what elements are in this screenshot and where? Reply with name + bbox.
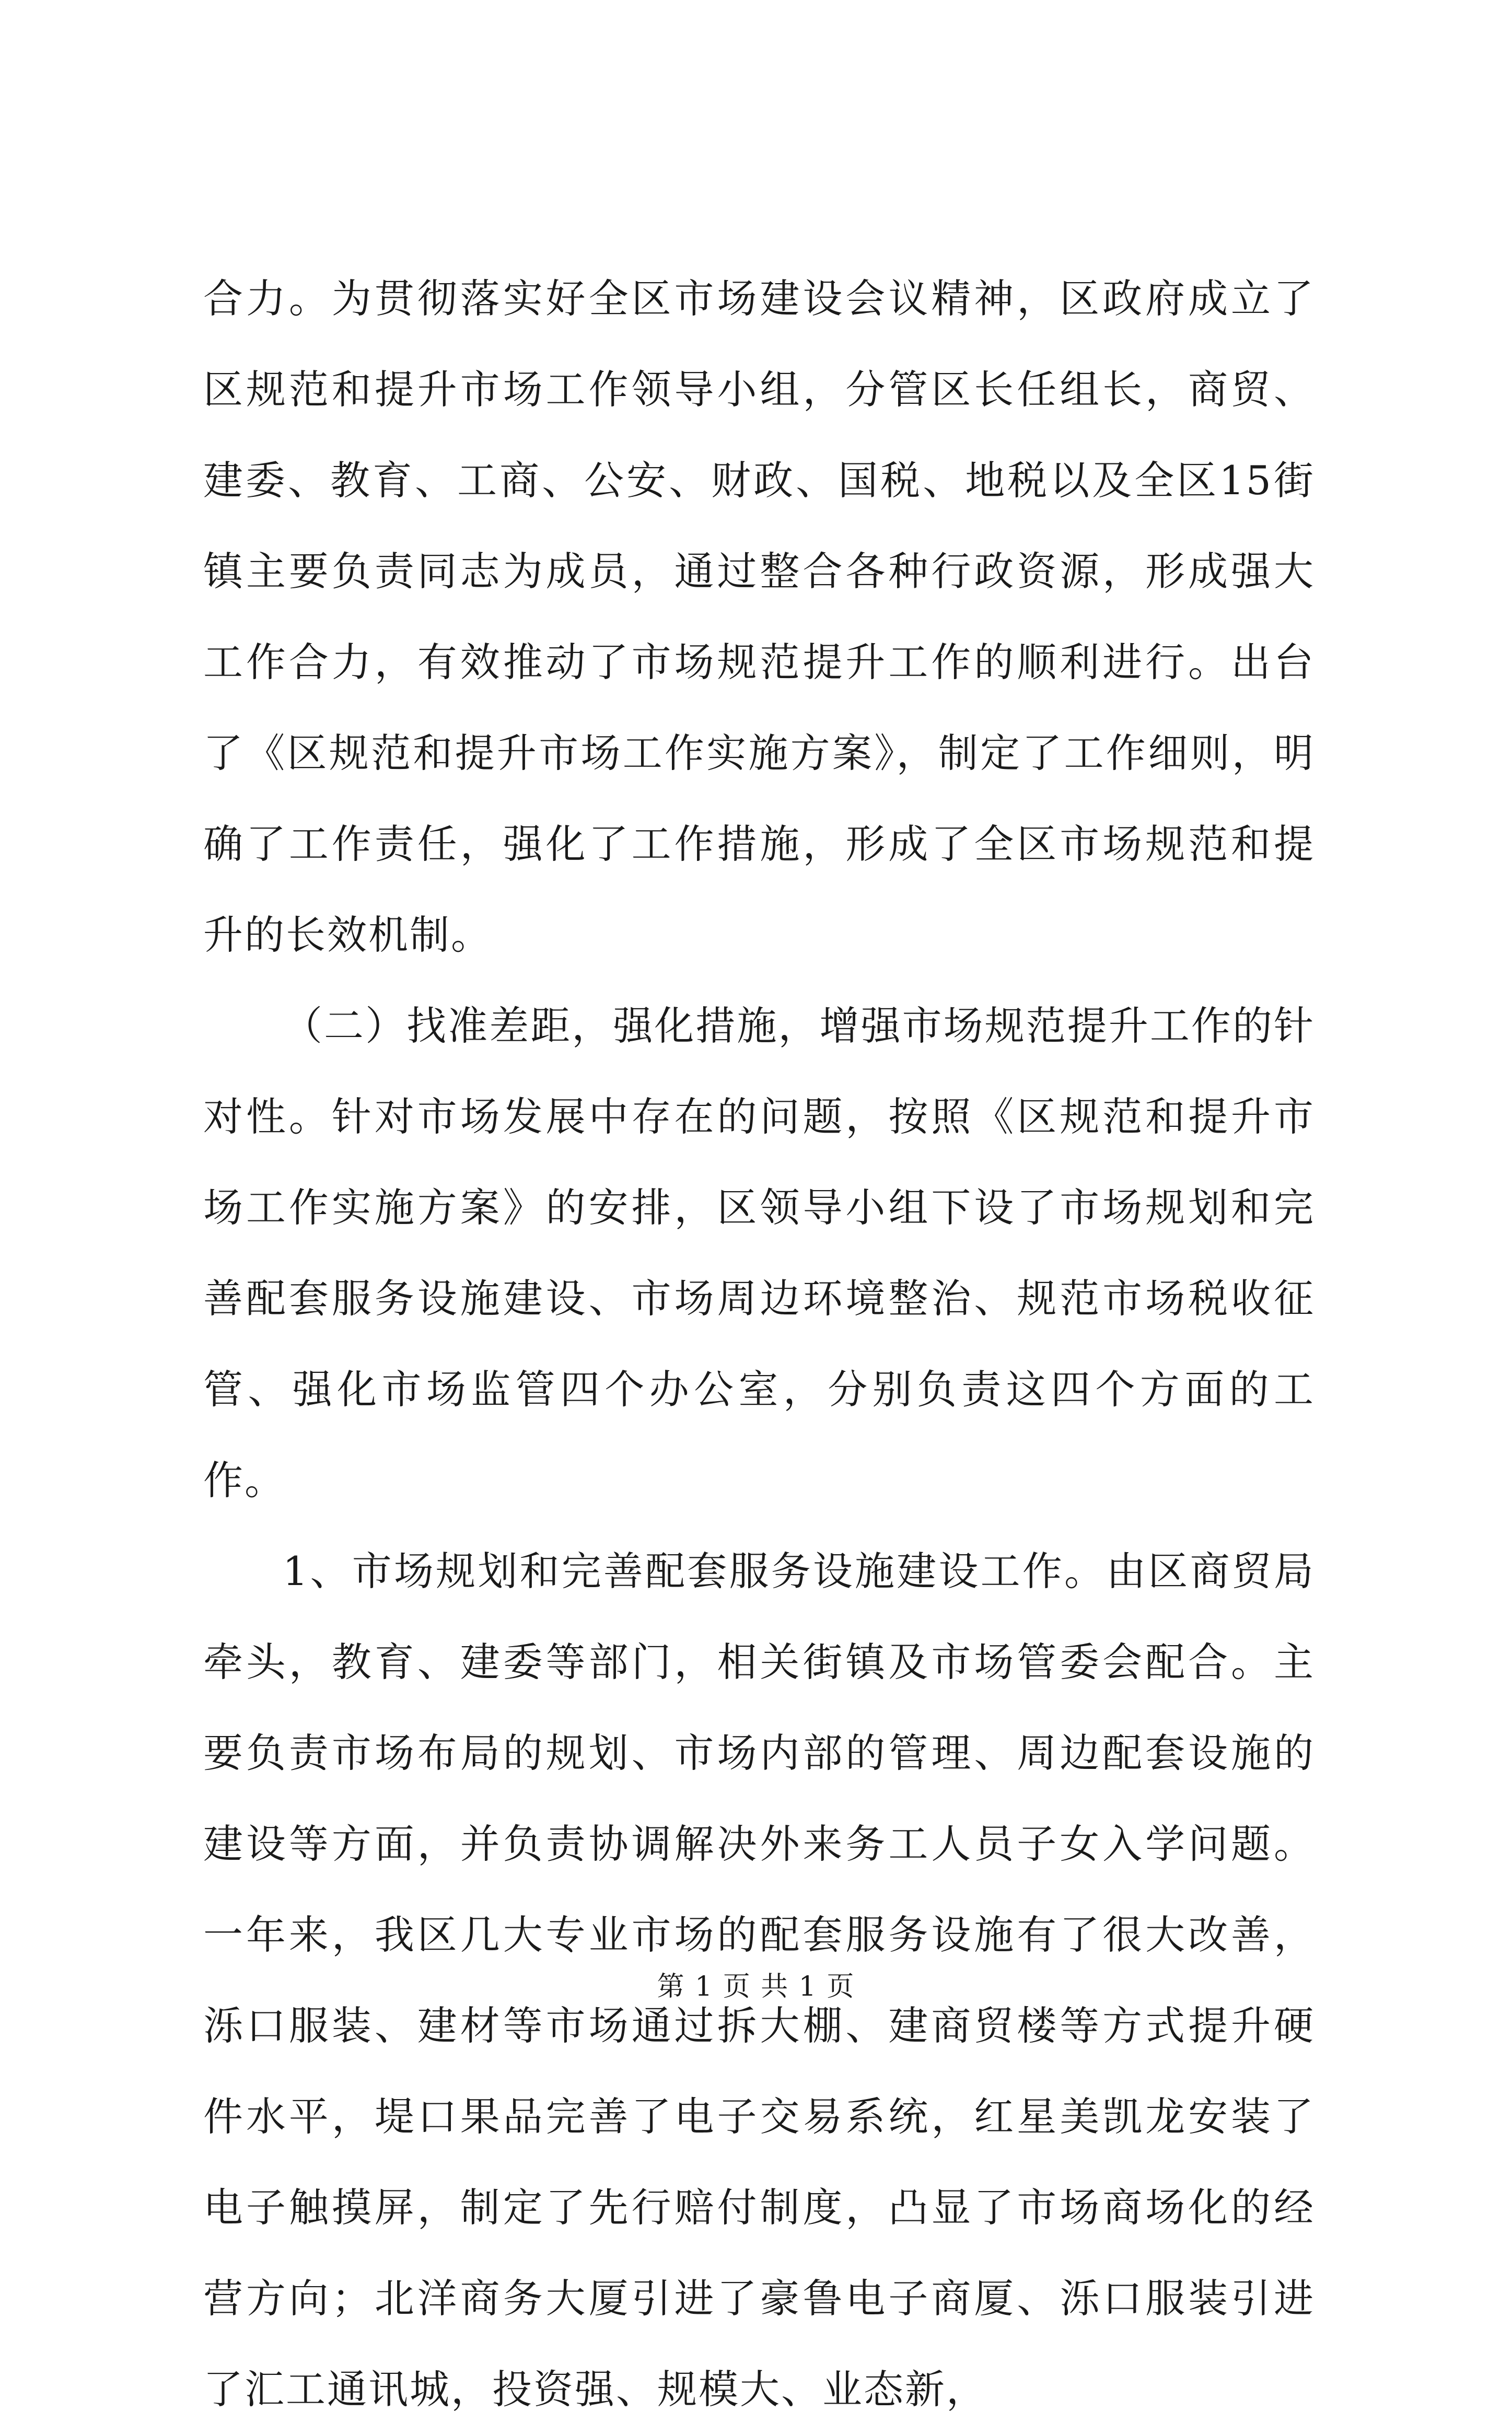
paragraph-1: 合力。为贯彻落实好全区市场建设会议精神，区政府成立了区规范和提升市场工作领导小组，分管区长任组长，商贸、建委、教育、工商、公安、财政、国税、地税以及全区15街镇主要负责同志为成员，通过整合各种行政资源，形成强大工作合力，有效推动了市场规范提升工作的顺利进行。出台了《区规范和提升市场工作实施方案》，制定了工作细则，明确了工作责任，强化了工作措施，形成了全区市场规范和提升的长效机制。 [203, 275, 1315, 958]
paragraph-3: 1、市场规划和完善配套服务设施建设工作。由区商贸局牵头，教育、建委等部门，相关街镇及市场管委会配合。主要负责市场布局的规划、市场内部的管理、周边配套设施的建设等方面，并负责协调解决外来务工人员子女入学问题。一年来，我区几大专业市场的配套服务设施有了很大改善，泺口服装、建材等市场通过拆大棚、建商贸楼等方式提升硬件水平，堤口果品完善了电子交易系统，红星美凯龙安装了电子触摸屏，制定了先行赔付制度，凸显了市场商场化的经营方向；北洋商务大厦引进了豪鲁电子商厦、泺口服装引进了汇工通讯城，投资强、规模大、业态新， [203, 1548, 1315, 2413]
page-footer: 第 1 页 共 1 页 [657, 1971, 855, 2002]
document-body [203, 253, 1315, 2435]
paragraph-2: （二）找准差距，强化措施，增强市场规范提升工作的针对性。针对市场发展中存在的问题，按照《区规范和提升市场工作实施方案》的安排，区领导小组下设了市场规划和完善配套服务设施建设、市场周边环境整治、规范市场税收征管、强化市场监管四个办公室，分别负责这四个方面的工作。 [203, 1003, 1315, 1504]
